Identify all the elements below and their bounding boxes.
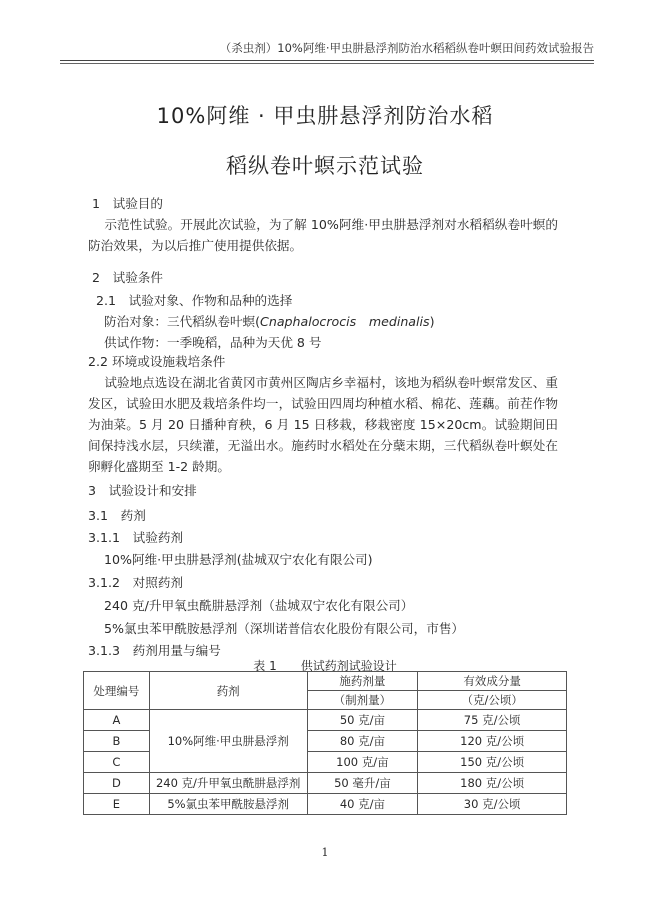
running-header: （杀虫剂）10%阿维·甲虫肼悬浮剂防治水稻稻纵卷叶螟田间药效试验报告 (219, 41, 594, 55)
section-3-1-3-heading: 3.1.3 药剂用量与编号 (88, 643, 221, 658)
cell-dose: 50 毫升/亩 (307, 773, 418, 794)
cell-active: 120 克/公顷 (418, 731, 567, 752)
cell-active: 75 克/公顷 (418, 710, 567, 731)
cell-dose: 40 克/亩 (307, 794, 418, 815)
section-1-paragraph: 示范性试验。开展此次试验，为了解 10%阿维·甲虫肼悬浮剂对水稻稻纵卷叶螟的防治效果，为以后推广使用提供依据。 (88, 217, 558, 253)
page-number: 1 (321, 846, 329, 859)
control-agent-item-2: 5%氯虫苯甲酰胺悬浮剂（深圳诺普信农化股份有限公司，市售） (104, 621, 465, 636)
section-3-1-2-heading: 3.1.2 对照药剂 (88, 575, 184, 590)
control-target-prefix: 防治对象：三代稻纵卷叶螟( (104, 314, 261, 329)
cell-agent: 5%氯虫苯甲酰胺悬浮剂 (149, 794, 307, 815)
control-target-line (104, 311, 435, 332)
section-1-heading: 1 试验目的 (92, 196, 163, 211)
cell-code: B (84, 731, 150, 752)
cell-agent: 240 克/升甲氧虫酰肼悬浮剂 (149, 773, 307, 794)
section-3-1-heading: 3.1 药剂 (88, 508, 146, 523)
section-3-heading: 3 试验设计和安排 (88, 483, 197, 498)
trial-design-table (83, 671, 567, 815)
cell-active: 180 克/公顷 (418, 773, 567, 794)
cell-code: D (84, 773, 150, 794)
cell-code: E (84, 794, 150, 815)
document-title-line2: 稻纵卷叶螟示范试验 (226, 154, 424, 178)
section-2-2-heading: 2.2 环境或设施栽培条件 (88, 354, 226, 369)
header-dose: 施药剂量 (307, 672, 418, 691)
cell-dose: 50 克/亩 (307, 710, 418, 731)
header-dose-sub: （制剂量） (307, 691, 418, 710)
control-agent-item-1: 240 克/升甲氧虫酰肼悬浮剂（盐城双宁农化有限公司） (104, 598, 414, 613)
cell-dose: 80 克/亩 (307, 731, 418, 752)
document-title-line1: 10%阿维 · 甲虫肼悬浮剂防治水稻 (156, 104, 494, 128)
table-row (84, 794, 567, 815)
cell-merged-agent: 10%阿维·甲虫肼悬浮剂 (149, 710, 307, 773)
table-header-row (84, 672, 567, 691)
table-caption: 表 1 供试药剂试验设计 (253, 659, 397, 673)
section-2-1-heading: 2.1 试验对象、作物和品种的选择 (96, 293, 293, 308)
header-rule-thick (60, 60, 594, 61)
section-2-2-paragraph: 试验地点选设在湖北省黄冈市黄州区陶店乡幸福村，该地为稻纵卷叶螟常发区、重发区，试验田水肥及栽培条件均一，试验田四周均种植水稻、棉花、莲藕。前茬作物为油菜。5 月 20 日播种育秧，6 月 15 日移栽，移栽密度 15×20cm。试验期间田间保持浅水层，只续灌，无溢出水。施药时水稻处在分蘖末期，三代稻纵卷叶螟处在卵孵化盛期至 1-2 龄期。 (88, 375, 558, 474)
test-agent-item: 10%阿维·甲虫肼悬浮剂(盐城双宁农化有限公司) (104, 552, 373, 567)
cell-code: A (84, 710, 150, 731)
control-target-suffix: ) (429, 314, 435, 329)
control-target-latin: Cnaphalocrocis medinalis (260, 314, 430, 329)
header-rule-thin (60, 63, 594, 64)
header-code: 处理编号 (84, 672, 150, 710)
cell-code: C (84, 752, 150, 773)
table-row (84, 710, 567, 731)
header-agent: 药剂 (149, 672, 307, 710)
header-active: 有效成分量 (418, 672, 567, 691)
test-crop-line: 供试作物：一季晚稻，品种为天优 8 号 (104, 335, 322, 350)
section-3-1-1-heading: 3.1.1 试验药剂 (88, 530, 184, 545)
section-2-heading: 2 试验条件 (92, 270, 163, 285)
cell-dose: 100 克/亩 (307, 752, 418, 773)
cell-active: 150 克/公顷 (418, 752, 567, 773)
table-row (84, 773, 567, 794)
cell-active: 30 克/公顷 (418, 794, 567, 815)
header-active-sub: （克/公顷） (418, 691, 567, 710)
